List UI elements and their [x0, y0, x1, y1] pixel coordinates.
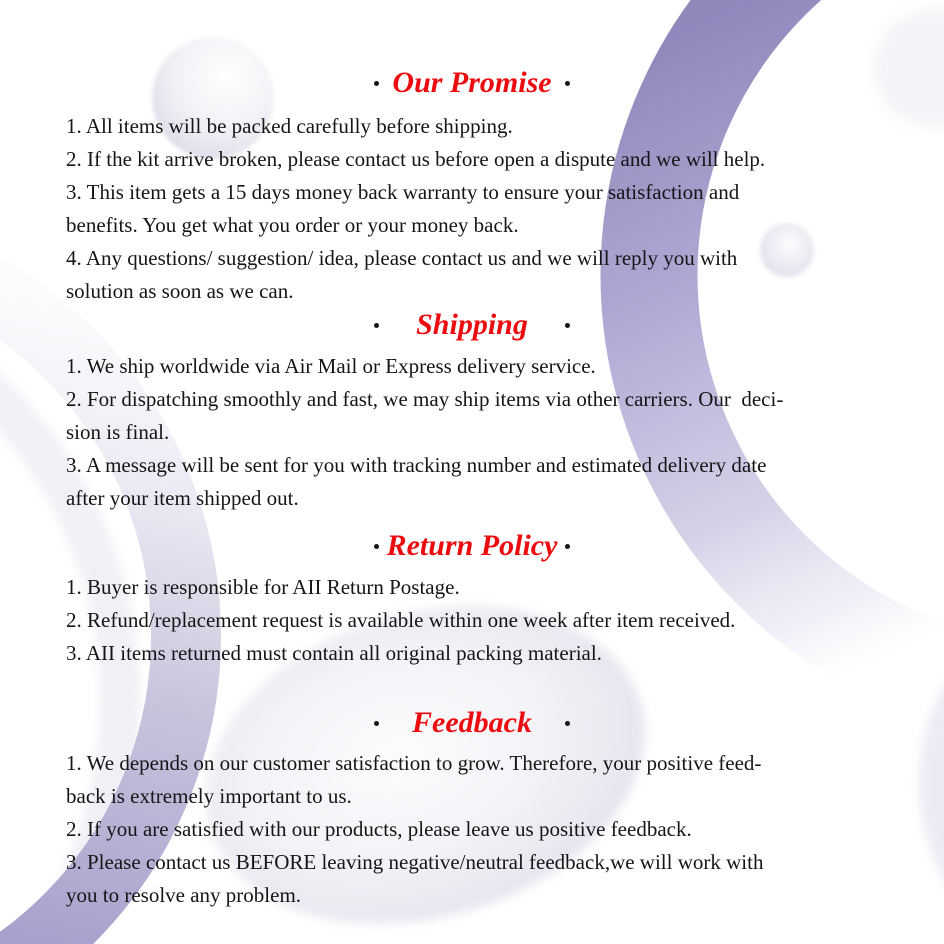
policy-line: sion is final.	[66, 420, 170, 444]
section-shipping	[66, 306, 914, 515]
section-body	[66, 571, 914, 670]
section-our-promise	[66, 64, 914, 308]
policy-line: 2. Refund/replacement request is available within one week after item received.	[66, 608, 736, 632]
bullet-dot-right	[565, 81, 570, 86]
section-heading	[30, 704, 914, 742]
policy-line: solution as soon as we can.	[66, 279, 294, 303]
policy-line: you to resolve any problem.	[66, 883, 302, 907]
section-body	[66, 350, 914, 515]
policy-line: 3. This item gets a 15 days money back warranty to ensure your satisfaction and	[66, 180, 740, 204]
policy-line: 2. For dispatching smoothly and fast, we may ship items via other carriers. Our deci-	[66, 387, 784, 411]
bullet-dot-right	[565, 721, 570, 726]
policy-line: 2. If you are satisfied with our products, please leave us positive feedback.	[66, 817, 692, 841]
policy-line: 1. All items will be packed carefully before shipping.	[66, 114, 513, 138]
policy-line: 3. Please contact us BEFORE leaving negative/neutral feedback,we will work with	[66, 850, 764, 874]
policy-line: 3. A message will be sent for you with tracking number and estimated delivery date	[66, 453, 767, 477]
section-title: Our Promise	[392, 66, 552, 99]
bullet-dot-right	[565, 323, 570, 328]
policy-content	[0, 64, 944, 912]
section-body	[66, 110, 914, 308]
policy-line: benefits. You get what you order or your money back.	[66, 213, 519, 237]
section-heading	[30, 306, 914, 344]
policy-line: 2. If the kit arrive broken, please contact us before open a dispute and we will help.	[66, 147, 766, 171]
policy-line: 4. Any questions/ suggestion/ idea, please contact us and we will reply you with	[66, 246, 738, 270]
section-title: Shipping	[416, 308, 528, 341]
section-title: Return Policy	[386, 529, 558, 562]
policy-line: 1. We depends on our customer satisfaction to grow. Therefore, your positive feed-	[66, 751, 762, 775]
section-body	[66, 747, 914, 912]
section-heading	[30, 527, 914, 565]
bullet-dot-right	[565, 544, 570, 549]
policy-line: 1. We ship worldwide via Air Mail or Express delivery service.	[66, 354, 596, 378]
policy-line: 1. Buyer is responsible for AII Return Postage.	[66, 575, 460, 599]
section-feedback	[66, 704, 914, 912]
policy-line: after your item shipped out.	[66, 486, 299, 510]
policy-line: 3. AII items returned must contain all original packing material.	[66, 641, 602, 665]
section-heading	[30, 64, 914, 102]
section-title: Feedback	[412, 706, 532, 739]
policy-line: back is extremely important to us.	[66, 784, 352, 808]
section-return-policy	[66, 527, 914, 670]
